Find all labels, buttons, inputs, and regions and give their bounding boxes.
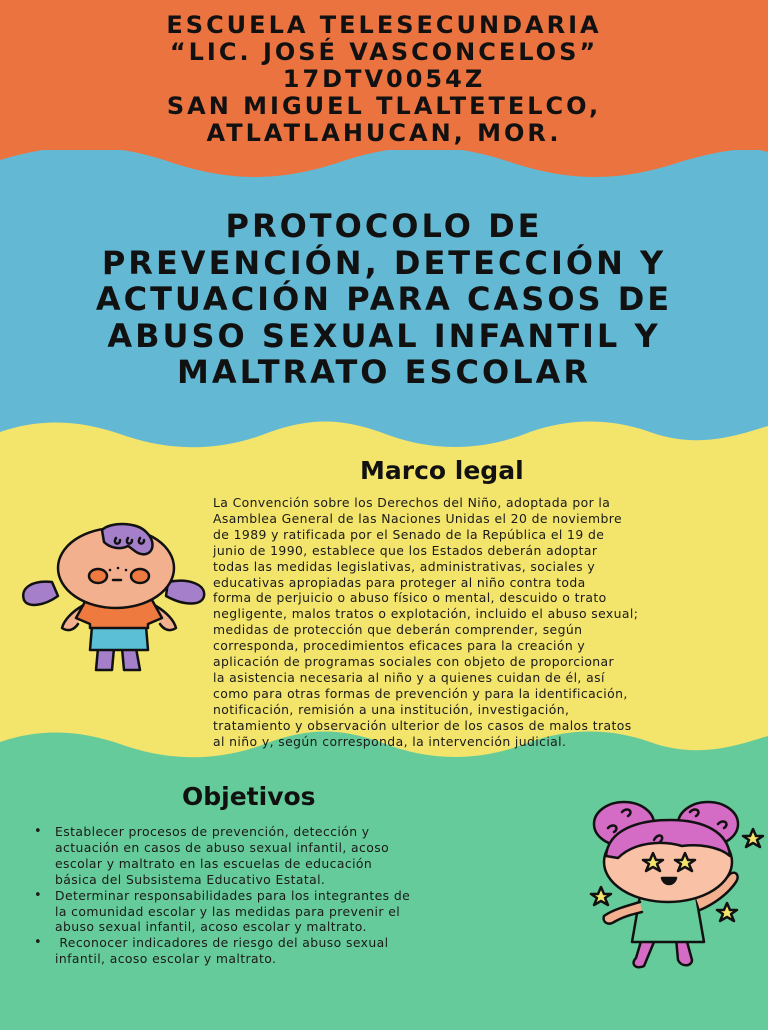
title-line: ABUSO SEXUAL INFANTIL Y	[107, 316, 661, 355]
marco-legal-paragraph	[213, 495, 768, 750]
paragraph-line: tratamiento y observación ulterior de los casos de malos tratos	[213, 717, 632, 733]
paragraph-line: forma de perjuicio o abuso físico o mental, descuido o trato	[213, 590, 607, 606]
list-item	[34, 824, 579, 888]
list-item-line: • Establecer procesos de prevención, detección y	[55, 824, 370, 839]
list-item-line: • Reconocer indicadores de riesgo del abuso sexual	[55, 935, 389, 951]
school-header-line: 17DTV0054Z	[282, 65, 486, 93]
objetivos-heading: Objetivos	[182, 782, 316, 811]
title-line: ACTUACIÓN PARA CASOS DE	[95, 280, 673, 318]
paragraph-line: educativas apropiadas para proteger al niño contra toda	[213, 574, 586, 590]
paragraph-line: notificación, remisión a una institución, investigación,	[213, 701, 570, 717]
list-item	[34, 888, 579, 936]
list-item-line: • Determinar responsabilidades para los integrantes de	[55, 887, 411, 903]
school-header-line: “LIC. JOSÉ VASCONCELOS”	[169, 38, 599, 66]
paragraph-line: Asamblea General de las Naciones Unidas el 20 de noviembre	[213, 510, 623, 526]
title-line: PROTOCOLO DE	[225, 207, 543, 245]
paragraph-line: al niño y, según corresponda, la intervención judicial.	[213, 733, 567, 749]
school-header-line: SAN MIGUEL TLALTETELCO,	[166, 92, 602, 120]
document-title	[0, 208, 768, 391]
list-item-line: escolar y maltrato en las escuelas de educación	[55, 855, 373, 871]
list-item-line: infantil, acoso escolar y maltrato.	[55, 951, 277, 967]
school-header-line: ESCUELA TELESECUNDARIA	[166, 11, 602, 39]
paragraph-line: la asistencia necesaria al niño y a quienes cuidan de él, así	[213, 669, 605, 685]
girl-with-pigtails-illustration	[18, 520, 218, 689]
list-item-line: básica del Subsistema Educativo Estatal.	[55, 871, 326, 887]
list-item-line: abuso sexual infantil, acoso escolar y maltrato.	[55, 919, 367, 935]
title-line: MALTRATO ESCOLAR	[176, 353, 591, 391]
list-item	[34, 935, 579, 967]
paragraph-line: junio de 1990, establece que los Estados deberán adoptar	[213, 542, 598, 558]
girl-pigtails-icon	[18, 520, 218, 685]
list-item-line: la comunidad escolar y las medidas para prevenir el	[55, 903, 401, 919]
paragraph-line: medidas de protección que deberán comprender, según	[213, 622, 583, 638]
paragraph-line: de 1989 y ratificada por el Senado de la República el 19 de	[213, 526, 605, 542]
objetivos-list	[34, 824, 579, 967]
school-header-line: ATLATLAHUCAN, MOR.	[206, 119, 562, 147]
paragraph-line: corresponda, procedimientos eficaces para la creación y	[213, 638, 586, 654]
girl-star-eyes-icon	[578, 798, 768, 978]
paragraph-line: La Convención sobre los Derechos del Niño, adoptada por la	[213, 495, 611, 510]
paragraph-line: todas las medidas legislativas, administrativas, sociales y	[213, 558, 596, 574]
girl-with-star-eyes-illustration	[578, 798, 768, 982]
paragraph-line: como para otras formas de prevención y para la identificación,	[213, 685, 628, 701]
paragraph-line: aplicación de programas sociales con objeto de proporcionar	[213, 654, 615, 670]
paragraph-line: negligente, malos tratos o explotación, incluido el abuso sexual;	[213, 606, 639, 622]
list-item-line: actuación en casos de abuso sexual infantil, acoso	[55, 839, 390, 855]
marco-legal-heading: Marco legal	[360, 456, 524, 485]
school-header	[0, 12, 768, 147]
title-line: PREVENCIÓN, DETECCIÓN Y	[101, 243, 667, 282]
